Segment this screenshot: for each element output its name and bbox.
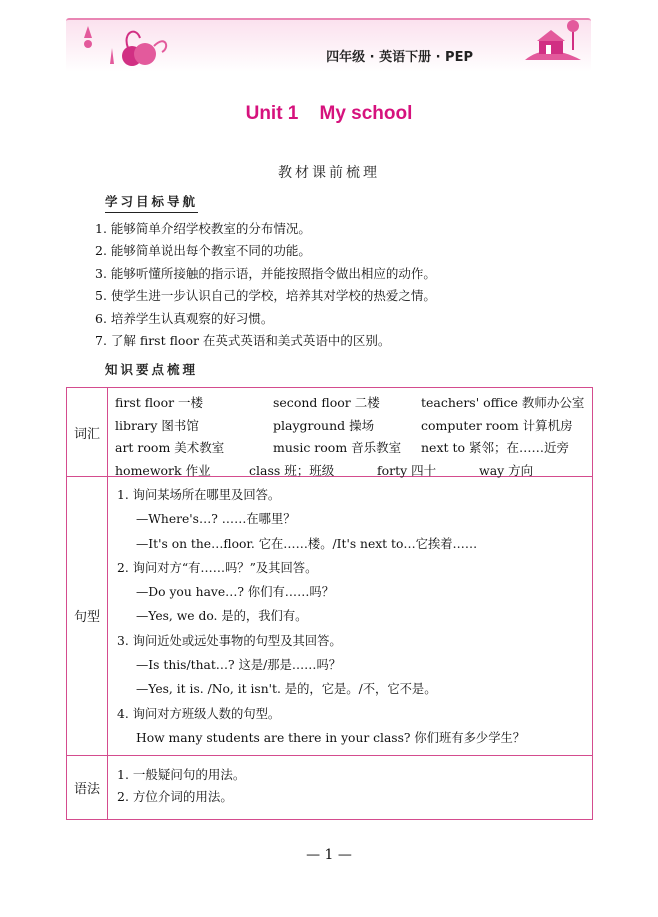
vocab-item: music room 音乐教室	[273, 440, 402, 455]
sentence-line: 3. 询问近处或远处事物的句型及其回答。	[117, 633, 342, 648]
vocab-item: playground 操场	[273, 417, 375, 433]
sentence-line: 1. 询问某场所在哪里及回答。	[117, 488, 281, 502]
sentence-line: —It's on the…floor. 它在……楼。/It's next to…它挨着……	[136, 536, 478, 551]
unit-number: Unit 1	[245, 103, 299, 124]
sentence-line: —Yes, it is. /No, it isn't. 是的，它是。/不，它不是。	[136, 682, 437, 697]
sentence-line: —Is this/that…? 这是/那是……吗？	[136, 658, 342, 673]
goal-item: 3. 能够听懂所接触的指示语，并能按照指令做出相应的动作。	[95, 265, 436, 281]
grammar-list	[117, 764, 245, 808]
sentence-line: —Yes, we do. 是的，我们有。	[136, 609, 308, 624]
edition-label: 四年级 · 英语下册 · PEP	[326, 50, 473, 65]
goal-item: 1. 能够简单介绍学校教室的分布情况。	[95, 221, 311, 236]
sentences-label: 句型	[67, 476, 108, 755]
goal-item: 5. 使学生进一步认识自己的学校，培养其对学校的热爱之情。	[95, 288, 436, 304]
goal-item: 7. 了解 first floor 在英式英语和美式英语中的区别。	[95, 333, 391, 349]
vocab-item: computer room 计算机房	[421, 417, 573, 433]
house-decoration-icon	[519, 18, 589, 70]
vocab-item: next to 紧邻；在……近旁	[421, 440, 570, 455]
goals-list	[95, 218, 436, 352]
vocab-item: library 图书馆	[115, 417, 199, 433]
sentence-line: —Do you have…? 你们有……吗？	[136, 585, 334, 600]
vocab-row	[67, 388, 592, 477]
grammar-row	[67, 755, 592, 819]
vocab-item: way 方向	[479, 462, 534, 478]
vocab-item: art room 美术教室	[115, 440, 225, 455]
vocab-item: homework 作业	[115, 462, 211, 478]
vocab-item: first floor 一楼	[115, 395, 204, 410]
sentence-line: 4. 询问对方班级人数的句型。	[117, 706, 281, 721]
sentences-list	[117, 483, 525, 750]
sentences-row	[67, 476, 592, 756]
knowledge-table	[66, 387, 593, 820]
vocab-item: class 班；班级	[249, 462, 335, 478]
unit-name: My school	[319, 103, 413, 124]
goals-heading: 学习目标导航	[105, 192, 198, 213]
flower-decoration-icon	[70, 18, 180, 70]
vocab-item: teachers' office 教师办公室	[421, 395, 585, 410]
vocab-label: 词汇	[67, 388, 108, 476]
goal-item: 2. 能够简单说出每个教室不同的功能。	[95, 243, 311, 259]
header-banner	[66, 18, 591, 72]
grammar-line: 1. 一般疑问句的用法。	[117, 767, 246, 782]
unit-title	[0, 103, 658, 125]
vocab-item: forty 四十	[377, 462, 437, 478]
grammar-label: 语法	[67, 755, 108, 819]
grammar-line: 2. 方位介词的用法。	[117, 789, 233, 804]
section-title: 教材课前梳理	[278, 165, 380, 181]
knowledge-heading: 知识要点梳理	[105, 362, 199, 377]
vocab-item: second floor 二楼	[273, 395, 380, 410]
page-number: — 1 —	[306, 847, 352, 863]
sentence-line: 2. 询问对方“有……吗？”及其回答。	[117, 560, 318, 575]
goal-item: 6. 培养学生认真观察的好习惯。	[95, 310, 274, 326]
sentence-line: —Where's…? ……在哪里？	[136, 512, 296, 527]
sentence-line: How many students are there in your class? 你们班有多少学生？	[136, 730, 526, 745]
